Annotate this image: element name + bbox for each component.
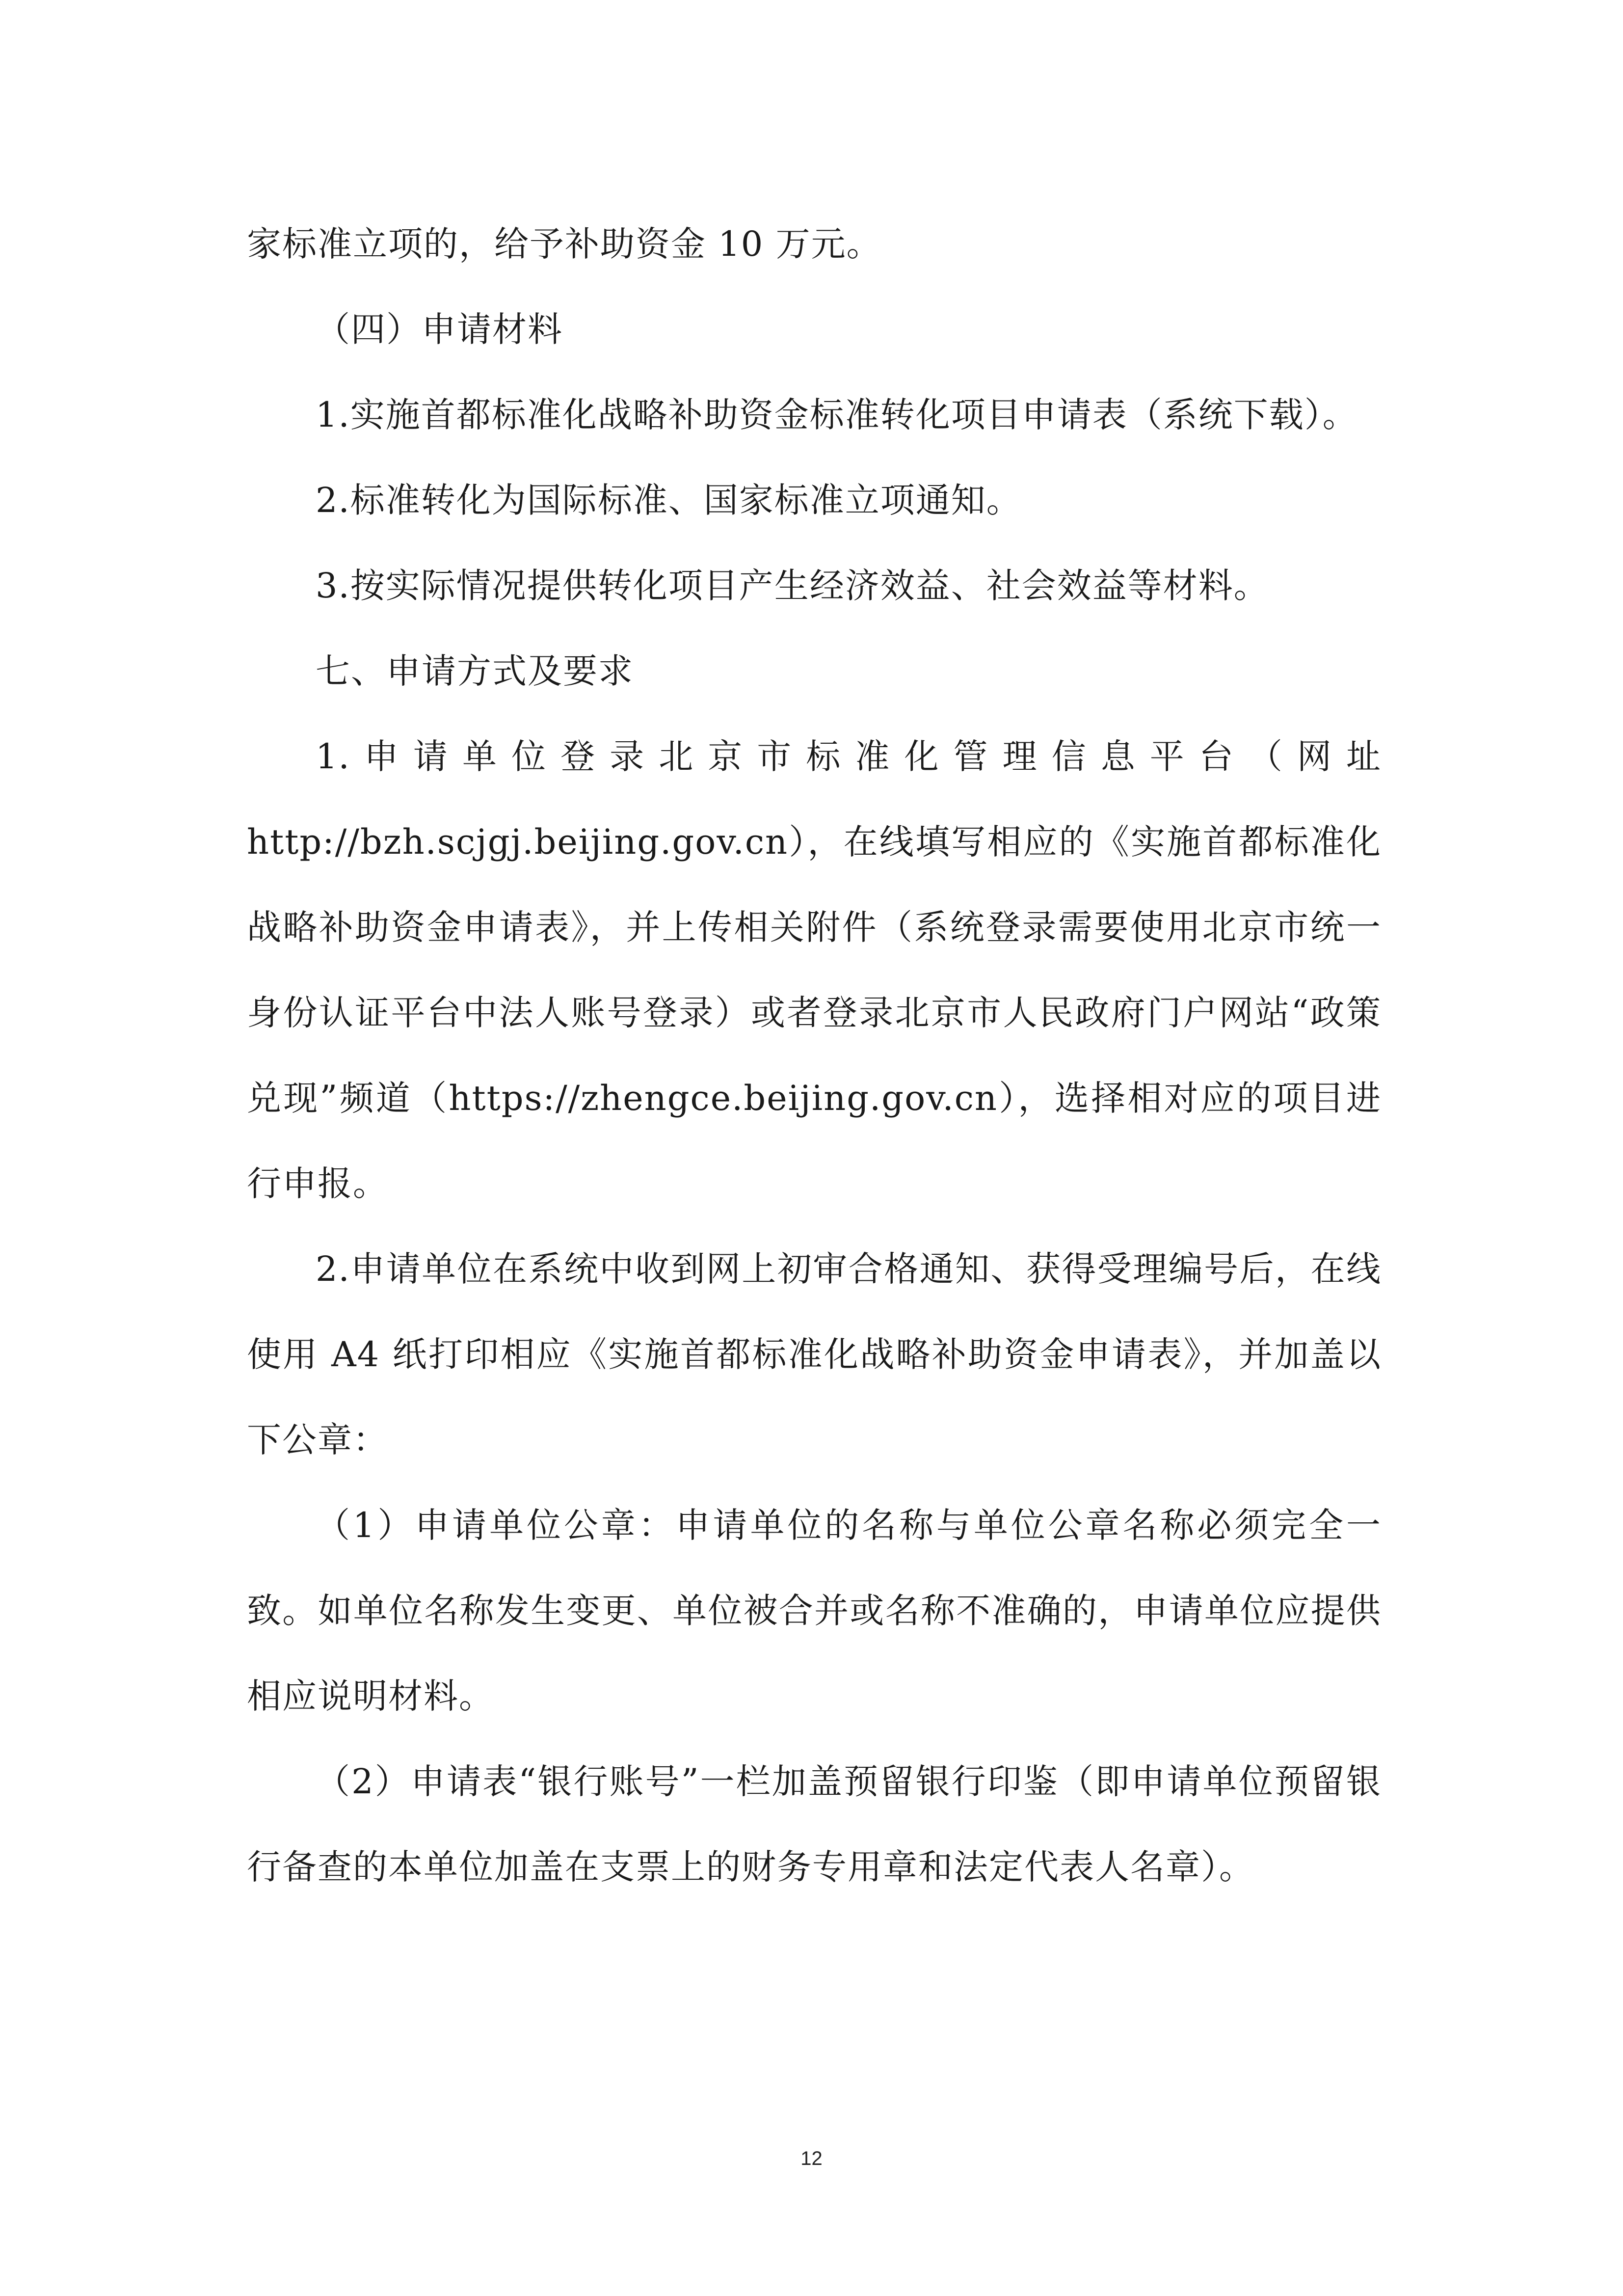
- page-number: 12: [800, 2148, 823, 2169]
- sub-item-seal-2: （2）申请表“银行账号”一栏加盖预留银行印鉴（即申请单位预留银行备查的本单位加盖在支票上的财务专用章和法定代表人名章）。: [247, 1761, 1382, 1887]
- body-text: [247, 201, 1382, 1910]
- paragraph-award-amount: 家标准立项的，给予补助资金 10 万元。: [247, 224, 882, 264]
- list-item-material-2: 2.标准转化为国际标准、国家标准立项通知。: [316, 480, 1022, 520]
- sub-item-seal-1: （1）申请单位公章：申请单位的名称与单位公章名称必须完全一致。如单位名称发生变更、单位被合并或名称不准确的，申请单位应提供相应说明材料。: [247, 1505, 1382, 1716]
- list-item-method-1: 1.申请单位登录北京市标准化管理信息平台（网址 http://bzh.scjgj.beijing.gov.cn），在线填写相应的《实施首都标准化战略补助资金申请表》，并上传相关附件（系统登录需要使用北京市统一身份认证平台中法人账号登录）或者登录北京市人民政府门户网站“政策兑现”频道（https://zhengce.beijing.gov.cn），选择相对应的项目进行申报。: [247, 736, 1382, 1204]
- list-item-material-1: 1.实施首都标准化战略补助资金标准转化项目申请表（系统下载）。: [316, 395, 1358, 435]
- heading-application-method: 七、申请方式及要求: [316, 651, 634, 691]
- list-item-method-2: 2.申请单位在系统中收到网上初审合格通知、获得受理编号后，在线使用 A4 纸打印相应《实施首都标准化战略补助资金申请表》，并加盖以下公章：: [247, 1249, 1382, 1460]
- list-item-material-3: 3.按实际情况提供转化项目产生经济效益、社会效益等材料。: [316, 566, 1269, 606]
- heading-application-materials: （四）申请材料: [316, 309, 563, 350]
